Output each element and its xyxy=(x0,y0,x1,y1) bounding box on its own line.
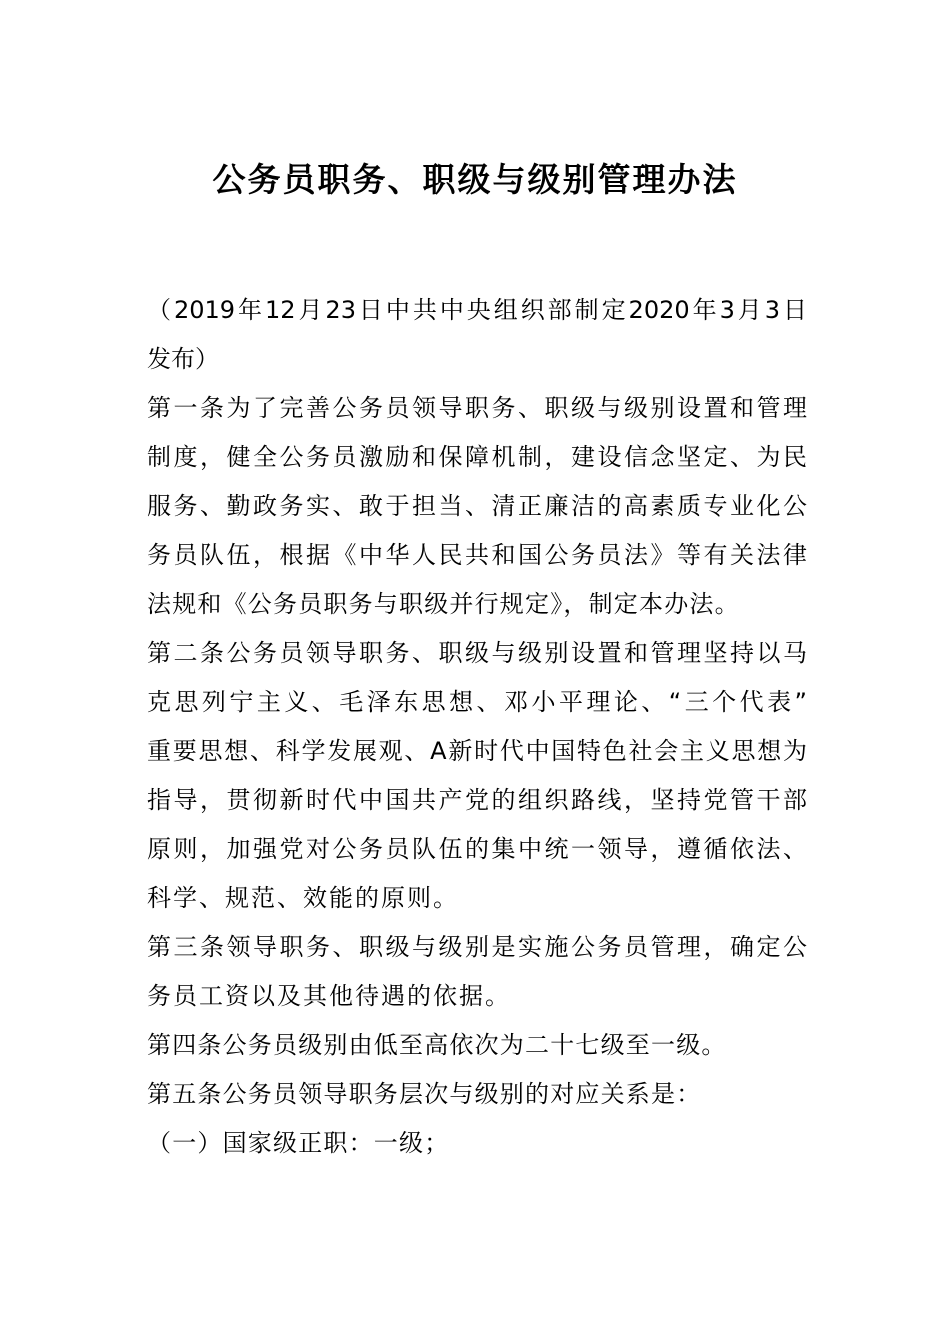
text-line: 服务、勤政务实、敢于担当、清正廉洁的高素质专业化公 xyxy=(147,492,807,520)
text-line: 务员工资以及其他待遇的依据。 xyxy=(147,982,511,1010)
text-line: （2019年12月23日中共中央组织部制定2020年3月3日 xyxy=(147,296,807,324)
text-line: （一）国家级正职：一级； xyxy=(147,1129,450,1157)
text-line: 科学、规范、效能的原则。 xyxy=(147,884,459,912)
text-line: 原则，加强党对公务员队伍的集中统一领导，遵循依法、 xyxy=(147,835,807,863)
text-line: 第四条公务员级别由低至高依次为二十七级至一级。 xyxy=(147,1031,727,1059)
text-line: 克思列宁主义、毛泽东思想、邓小平理论、“三个代表” xyxy=(147,688,807,716)
text-line: 第一条为了完善公务员领导职务、职级与级别设置和管理 xyxy=(147,394,807,422)
document-body xyxy=(147,286,807,1168)
text-line: 指导，贯彻新时代中国共产党的组织路线，坚持党管干部 xyxy=(147,786,807,814)
text-line: 重要思想、科学发展观、A新时代中国特色社会主义思想为 xyxy=(147,737,807,765)
text-line: 第五条公务员领导职务层次与级别的对应关系是： xyxy=(147,1080,702,1108)
text-line: 法规和《公务员职务与职级并行规定》，制定本办法。 xyxy=(147,590,740,618)
text-line: 第三条领导职务、职级与级别是实施公务员管理，确定公 xyxy=(147,933,807,961)
text-line: 发布） xyxy=(147,345,219,373)
text-line: 第二条公务员领导职务、职级与级别设置和管理坚持以马 xyxy=(147,639,807,667)
document-title: 公务员职务、职级与级别管理办法 xyxy=(212,160,738,199)
text-line: 务员队伍，根据《中华人民共和国公务员法》等有关法律 xyxy=(147,541,807,569)
text-line: 制度，健全公务员激励和保障机制，建设信念坚定、为民 xyxy=(147,443,807,471)
